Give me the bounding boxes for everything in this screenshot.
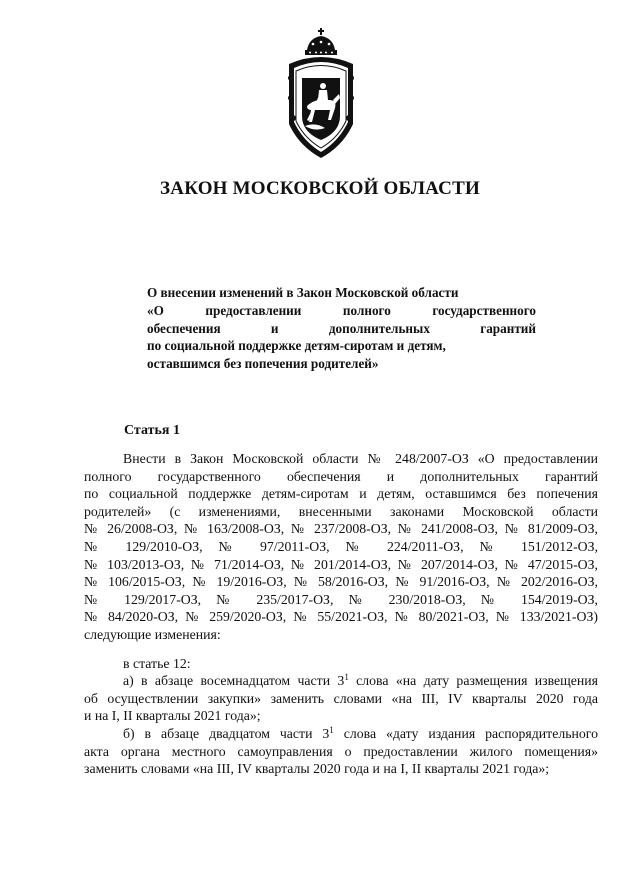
article-title: Статья 1 (124, 423, 180, 438)
body-line: полного государственного обеспечения и дополнительных гарантий (84, 468, 598, 484)
moscow-oblast-coat-of-arms-icon (285, 28, 357, 160)
law-subject (147, 284, 536, 373)
article-body (84, 450, 598, 778)
superscript: 1 (344, 672, 349, 683)
item-b-line (84, 725, 598, 743)
body-line: по социальной поддержке детям-сиротам и детям, оставшимся без попечения (84, 486, 598, 502)
item-b-text: слова «дату издания распорядительного (333, 725, 598, 741)
body-line: № 129/2017-ОЗ, № 235/2017-ОЗ, № 230/2018-ОЗ, № 154/2019-ОЗ, (84, 591, 598, 607)
body-line: следующие изменения: (84, 626, 221, 642)
item-a-line: и на I, II кварталы 2021 года»; (84, 708, 261, 724)
body-line: № 84/2020-ОЗ, № 259/2020-ОЗ, № 55/2021-ОЗ, № 80/2021-ОЗ, № 133/2021-ОЗ) (84, 609, 598, 625)
subject-line: оставшимся без попечения родителей» (147, 356, 379, 372)
subject-line: «О предоставлении полного государственного (147, 302, 536, 318)
body-line: Внести в Закон Московской области № 248/2007-ОЗ «О предоставлении (123, 451, 598, 466)
document-title: ЗАКОН МОСКОВСКОЙ ОБЛАСТИ (160, 178, 480, 199)
body-line: родителей» (с изменениями, внесенными законами Московской области (84, 503, 598, 519)
item-a-line: об осуществлении закупки» заменить словами «на III, IV кварталы 2020 года (84, 690, 598, 706)
superscript: 1 (329, 724, 334, 735)
item-b-text: б) в абзаце двадцатом части 3 (123, 725, 330, 741)
item-b-line: акта органа местного самоуправления о предоставлении жилого помещения» (84, 743, 598, 759)
item-b-line: заменить словами «на III, IV кварталы 2020 года и на I, II кварталы 2021 года»; (84, 761, 550, 777)
body-line: № 129/2010-ОЗ, № 97/2011-ОЗ, № 224/2011-ОЗ, № 151/2012-ОЗ, (84, 538, 598, 554)
subject-line: по социальной поддержке детям-сиротам и детям, (147, 338, 446, 354)
subject-line: О внесении изменений в Закон Московской области (147, 285, 459, 300)
item-a-line (84, 672, 598, 690)
body-line: № 103/2013-ОЗ, № 71/2014-ОЗ, № 201/2014-ОЗ, № 207/2014-ОЗ, № 47/2015-ОЗ, (84, 556, 598, 572)
section-intro: в статье 12: (123, 655, 191, 671)
item-a-text: слова «на дату размещения извещения (348, 673, 599, 689)
subject-line: обеспечения и дополнительных гарантий (147, 320, 536, 336)
item-a-text: а) в абзаце восемнадцатом части 3 (123, 673, 345, 689)
body-line: № 26/2008-ОЗ, № 163/2008-ОЗ, № 237/2008-ОЗ, № 241/2008-ОЗ, № 81/2009-ОЗ, (84, 521, 598, 537)
body-line: № 106/2015-ОЗ, № 19/2016-ОЗ, № 58/2016-ОЗ, № 91/2016-ОЗ, № 202/2016-ОЗ, (84, 574, 598, 590)
